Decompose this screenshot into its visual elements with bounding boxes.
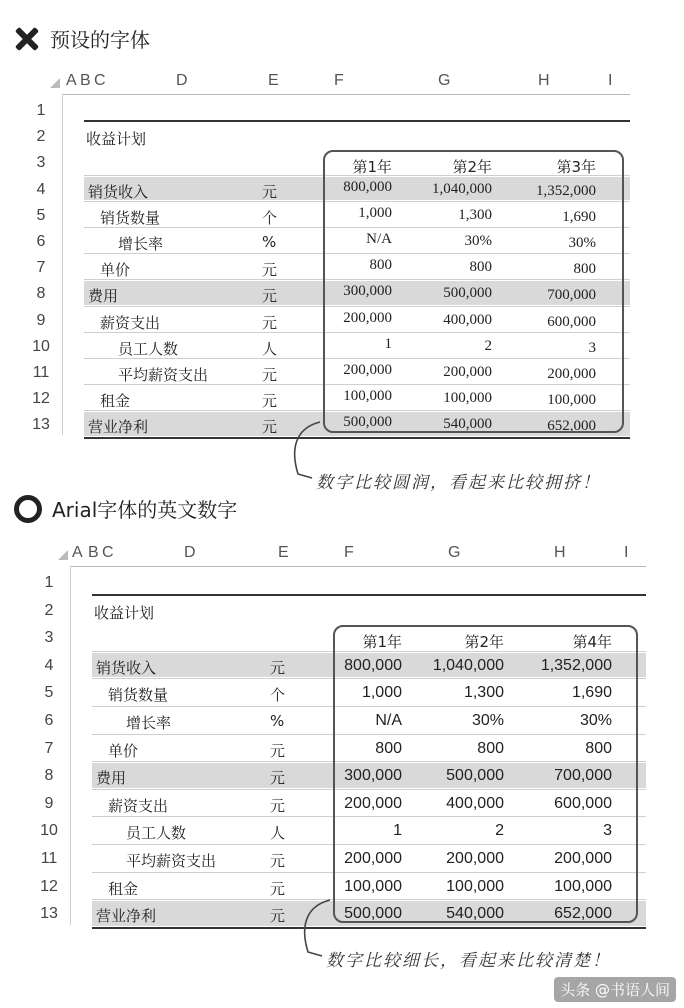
value-cell[interactable]: 1,690 [562, 208, 596, 225]
value-cell[interactable]: 1,352,000 [536, 182, 596, 199]
value-cell[interactable]: 800 [585, 739, 612, 757]
column-header-h[interactable]: H [554, 544, 566, 561]
row-number-12[interactable]: 12 [32, 390, 50, 408]
row-header-divider [70, 566, 71, 925]
value-cell[interactable]: 540,000 [443, 416, 492, 433]
column-header-a[interactable]: A [72, 544, 83, 561]
value-cell[interactable]: 100,000 [443, 390, 492, 407]
value-cell[interactable]: 200,000 [344, 850, 402, 867]
unit-cell[interactable]: 元 [262, 287, 278, 306]
unit-cell[interactable]: 元 [262, 392, 278, 411]
title-rule [92, 594, 646, 596]
note-1-arrow [288, 418, 324, 482]
value-cell[interactable]: 1 [393, 822, 402, 840]
row-label[interactable]: 销货收入 [96, 658, 157, 677]
value-cell[interactable]: 1,040,000 [432, 656, 504, 674]
row-label[interactable]: 费用 [96, 769, 127, 788]
row-number-10[interactable]: 10 [40, 822, 58, 840]
value-cell[interactable]: 100,000 [547, 392, 596, 409]
section1-title-text: 预设的字体 [50, 28, 150, 52]
value-cell[interactable]: 30% [568, 235, 596, 251]
plan-title[interactable]: 收益计划 [94, 603, 155, 622]
watermark: 头条 @书语人间 [554, 977, 676, 1002]
value-cell[interactable]: 800 [369, 257, 392, 274]
year-header-2[interactable]: 第2年 [464, 633, 504, 652]
value-cell[interactable]: N/A [375, 712, 402, 729]
value-cell[interactable]: 500,000 [443, 285, 492, 302]
unit-cell[interactable]: 个 [270, 686, 286, 705]
select-all-corner[interactable] [58, 550, 68, 560]
value-cell[interactable]: 3 [588, 339, 596, 356]
row-number-12[interactable]: 12 [40, 877, 58, 895]
row-label[interactable]: 薪资支出 [100, 313, 161, 332]
value-cell[interactable]: 100,000 [343, 388, 392, 405]
row-number-4[interactable]: 4 [44, 656, 54, 674]
row-header-divider [62, 94, 63, 435]
row-number-2[interactable]: 2 [44, 601, 54, 619]
unit-cell[interactable]: 元 [262, 313, 278, 332]
value-cell[interactable]: 2 [495, 822, 504, 840]
column-header-i[interactable]: I [608, 72, 613, 89]
row-number-1[interactable]: 1 [44, 574, 54, 591]
bottom-rule [84, 437, 630, 439]
row-number-1[interactable]: 1 [36, 102, 46, 119]
values-highlight-box [333, 625, 638, 923]
unit-cell[interactable]: 元 [262, 261, 278, 280]
title-rule [84, 120, 630, 122]
row-number-4[interactable]: 4 [36, 180, 46, 198]
year-header-3[interactable]: 第3年 [556, 158, 596, 177]
value-cell[interactable]: 500,000 [446, 767, 504, 785]
row-label[interactable]: 增长率 [126, 714, 172, 732]
unit-cell[interactable]: 元 [270, 741, 286, 760]
value-cell[interactable]: 800 [469, 259, 492, 276]
row-label[interactable]: 租金 [100, 392, 131, 411]
row-number-11[interactable]: 11 [32, 364, 50, 381]
column-header-b[interactable]: B [88, 544, 99, 561]
unit-cell[interactable]: 元 [262, 418, 278, 437]
section1-title [14, 24, 150, 53]
spreadsheet-2 [0, 540, 684, 935]
year-header-1[interactable]: 第1年 [362, 633, 402, 652]
row-label[interactable]: 销货数量 [108, 686, 169, 705]
row-number-13[interactable]: 13 [32, 416, 50, 434]
row-label[interactable]: 租金 [108, 879, 139, 898]
column-header-g[interactable]: G [438, 72, 451, 89]
values-highlight-box [323, 150, 624, 432]
row-label[interactable]: 费用 [88, 287, 119, 306]
year-header-1[interactable]: 第1年 [352, 158, 392, 177]
value-cell[interactable]: 1 [384, 335, 392, 352]
value-cell[interactable]: 400,000 [446, 794, 504, 812]
value-cell[interactable]: 800 [477, 739, 504, 757]
note-2: 数字比较细长，看起来比较清楚！ [326, 951, 611, 971]
row-number-5[interactable]: 5 [44, 684, 54, 702]
circle-icon [14, 495, 42, 523]
value-cell[interactable]: 1,000 [361, 684, 402, 702]
value-cell[interactable]: 300,000 [344, 767, 402, 785]
column-header-c[interactable]: C [94, 72, 106, 89]
column-header-d[interactable]: D [184, 544, 196, 561]
column-header-f[interactable]: F [334, 72, 344, 89]
unit-cell[interactable]: 人 [262, 339, 278, 358]
year-header-2[interactable]: 第2年 [452, 158, 492, 177]
value-cell[interactable]: 600,000 [547, 313, 596, 330]
row-label[interactable]: 增长率 [118, 235, 164, 253]
row-number-9[interactable]: 9 [36, 311, 46, 329]
header-divider [62, 94, 630, 95]
column-header-e[interactable]: E [268, 72, 279, 89]
value-cell[interactable]: N/A [366, 231, 392, 247]
column-header-h[interactable]: H [538, 72, 550, 89]
value-cell[interactable]: 1,000 [358, 204, 392, 221]
row-number-7[interactable]: 7 [44, 739, 54, 757]
unit-cell[interactable]: 元 [270, 796, 286, 815]
row-label[interactable]: 单价 [108, 741, 139, 760]
section2-title [14, 494, 237, 523]
value-cell[interactable]: 30% [471, 712, 504, 729]
column-header-i[interactable]: I [624, 544, 629, 561]
row-label[interactable]: 员工人数 [126, 824, 187, 843]
bottom-rule [92, 927, 646, 929]
row-number-8[interactable]: 8 [44, 767, 54, 785]
row-number-6[interactable]: 6 [44, 712, 54, 729]
value-cell[interactable]: 652,000 [547, 418, 596, 435]
row-number-10[interactable]: 10 [32, 337, 50, 355]
value-cell[interactable]: 200,000 [344, 794, 402, 812]
unit-cell[interactable]: % [262, 233, 277, 251]
spreadsheet-1 [0, 68, 684, 460]
unit-cell[interactable]: 元 [270, 907, 286, 926]
value-cell[interactable]: 1,300 [458, 206, 492, 223]
value-cell[interactable]: 100,000 [344, 877, 402, 895]
value-cell[interactable]: 300,000 [343, 283, 392, 300]
cross-icon [14, 26, 40, 52]
row-number-9[interactable]: 9 [44, 794, 54, 812]
row-number-6[interactable]: 6 [36, 233, 46, 250]
row-label[interactable]: 薪资支出 [108, 796, 169, 815]
value-cell[interactable]: 800 [573, 261, 596, 278]
unit-cell[interactable]: 元 [270, 769, 286, 788]
row-number-8[interactable]: 8 [36, 285, 46, 303]
row-number-5[interactable]: 5 [36, 206, 46, 224]
column-header-a[interactable]: A [66, 72, 77, 89]
section2-title-text: Arial字体的英文数字 [52, 498, 238, 522]
row-number-3[interactable]: 3 [36, 154, 46, 172]
value-cell[interactable]: 1,300 [463, 684, 504, 702]
column-header-f[interactable]: F [344, 544, 354, 561]
unit-cell[interactable]: 元 [270, 658, 286, 677]
plan-title[interactable]: 收益计划 [86, 130, 147, 149]
row-label[interactable]: 平均薪资支出 [126, 852, 217, 870]
value-cell[interactable]: 2 [484, 337, 492, 354]
column-header-c[interactable]: C [102, 544, 114, 561]
value-cell[interactable]: 652,000 [554, 905, 612, 923]
unit-cell[interactable]: % [270, 712, 285, 730]
row-label[interactable]: 销货收入 [88, 182, 149, 201]
value-cell[interactable]: 800,000 [343, 178, 392, 195]
value-cell[interactable]: 200,000 [443, 364, 492, 380]
row-label[interactable]: 单价 [100, 261, 131, 280]
value-cell[interactable]: 700,000 [554, 767, 612, 785]
row-number-3[interactable]: 3 [44, 629, 54, 647]
unit-cell[interactable]: 个 [262, 208, 278, 227]
column-header-d[interactable]: D [176, 72, 188, 89]
value-cell[interactable]: 1,352,000 [540, 656, 612, 674]
value-cell[interactable]: 600,000 [554, 794, 612, 812]
column-header-e[interactable]: E [278, 544, 289, 561]
row-number-7[interactable]: 7 [36, 259, 46, 277]
row-label[interactable]: 营业净利 [96, 907, 157, 926]
column-header-g[interactable]: G [448, 544, 461, 561]
value-cell[interactable]: 200,000 [343, 362, 392, 378]
value-cell[interactable]: 3 [603, 822, 612, 840]
column-header-b[interactable]: B [80, 72, 91, 89]
value-cell[interactable]: 200,000 [547, 366, 596, 382]
value-cell[interactable]: 540,000 [446, 905, 504, 923]
value-cell[interactable]: 1,690 [571, 684, 612, 702]
unit-cell[interactable]: 人 [270, 824, 286, 843]
header-divider [70, 566, 646, 567]
value-cell[interactable]: 200,000 [446, 850, 504, 867]
value-cell[interactable]: 500,000 [343, 414, 392, 431]
unit-cell[interactable]: 元 [262, 366, 278, 384]
value-cell[interactable]: 400,000 [443, 311, 492, 328]
row-number-13[interactable]: 13 [40, 905, 58, 923]
row-label[interactable]: 平均薪资支出 [118, 366, 209, 384]
value-cell[interactable]: 1,040,000 [432, 180, 492, 197]
value-cell[interactable]: 30% [579, 712, 612, 729]
row-label[interactable]: 销货数量 [100, 208, 161, 227]
row-number-2[interactable]: 2 [36, 128, 46, 146]
unit-cell[interactable]: 元 [262, 182, 278, 201]
value-cell[interactable]: 100,000 [446, 877, 504, 895]
row-label[interactable]: 员工人数 [118, 339, 179, 358]
value-cell[interactable]: 800,000 [344, 656, 402, 674]
year-header-3[interactable]: 第4年 [572, 633, 612, 652]
row-label[interactable]: 营业净利 [88, 418, 149, 437]
unit-cell[interactable]: 元 [270, 852, 286, 870]
value-cell[interactable]: 700,000 [547, 287, 596, 304]
row-number-11[interactable]: 11 [40, 850, 58, 867]
value-cell[interactable]: 200,000 [343, 309, 392, 326]
value-cell[interactable]: 100,000 [554, 877, 612, 895]
value-cell[interactable]: 200,000 [554, 850, 612, 867]
value-cell[interactable]: 500,000 [344, 905, 402, 923]
unit-cell[interactable]: 元 [270, 879, 286, 898]
note-1: 数字比较圆润，看起来比较拥挤！ [316, 473, 601, 493]
select-all-corner[interactable] [50, 78, 60, 88]
value-cell[interactable]: 30% [464, 233, 492, 249]
value-cell[interactable]: 800 [375, 739, 402, 757]
note-2-arrow [298, 896, 334, 960]
